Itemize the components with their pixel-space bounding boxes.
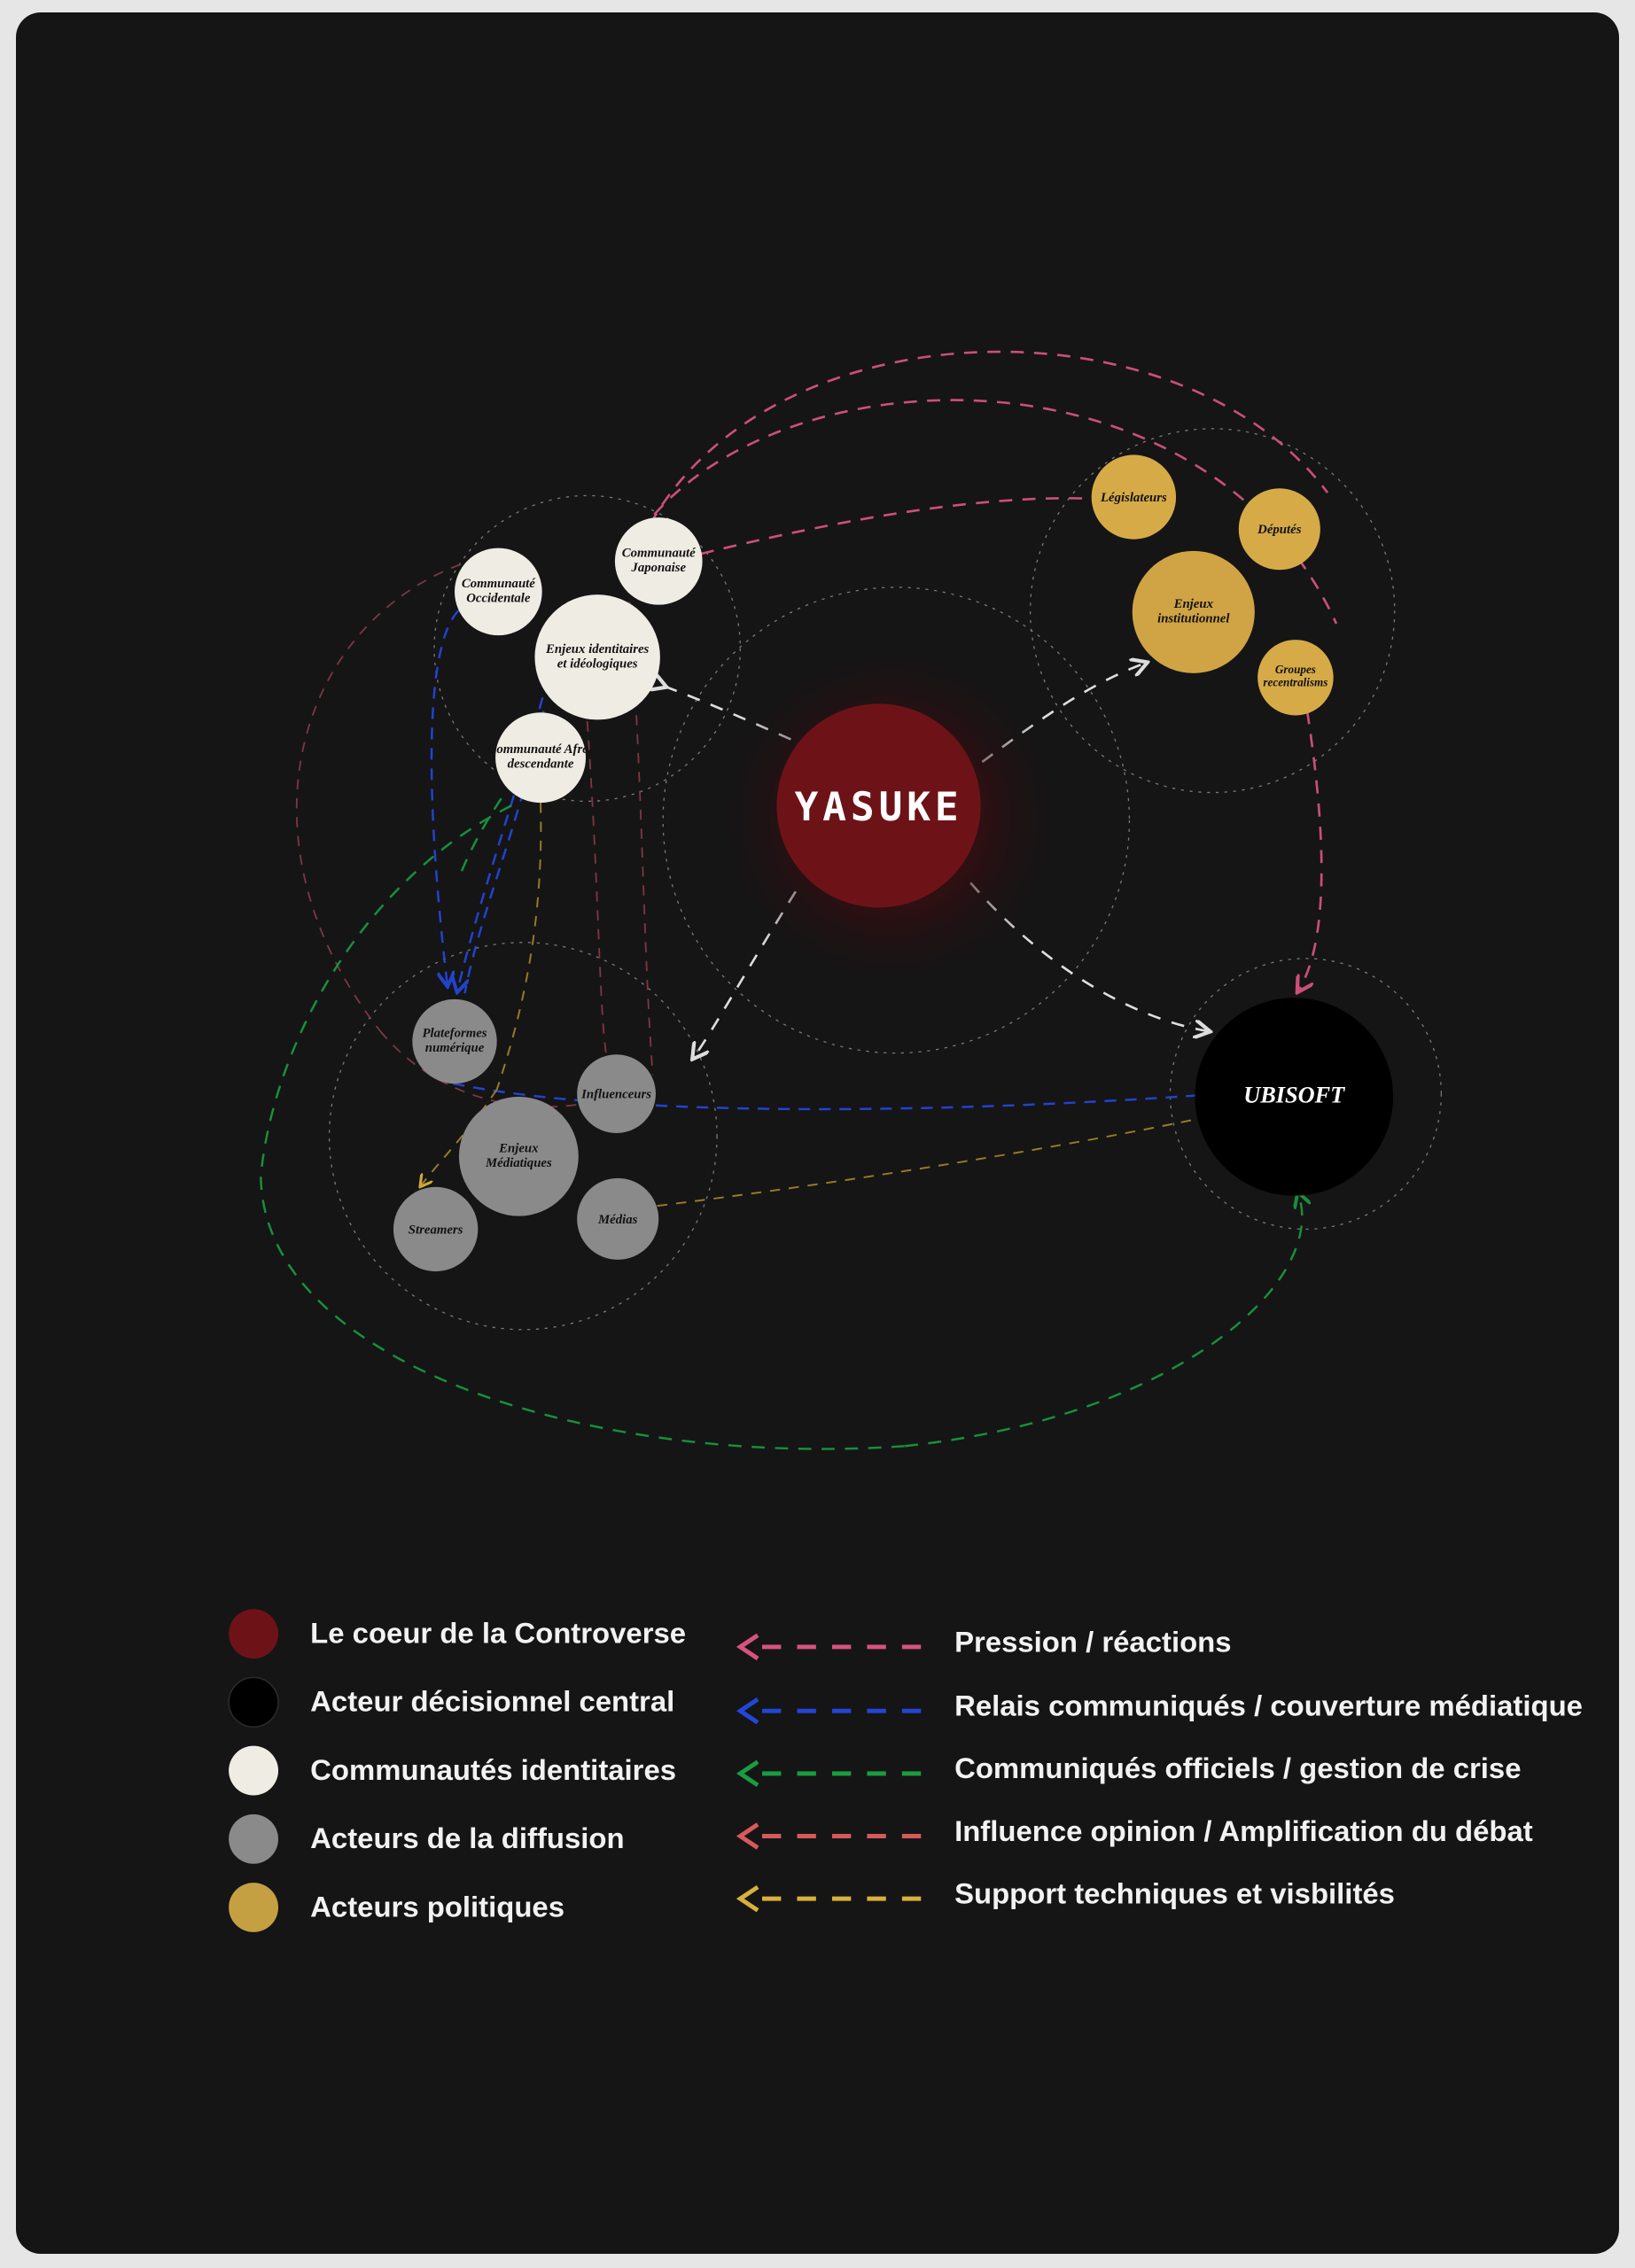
link-communiques-4 [461, 798, 502, 874]
svg-text:Communauté: Communauté [621, 546, 696, 561]
node-enjeux-institutionnel[interactable] [1133, 551, 1255, 673]
svg-text:Médias: Médias [598, 1212, 638, 1227]
legend-arrow-support [740, 1887, 758, 1910]
legend-link-item [740, 1689, 1583, 1723]
legend-link-item [740, 1814, 1532, 1848]
node-communaute-occidentale[interactable] [455, 548, 542, 636]
legend [229, 1609, 1583, 1932]
svg-text:Communauté: Communauté [461, 576, 535, 591]
svg-text:Députés: Députés [1257, 523, 1302, 538]
node-medias[interactable] [577, 1178, 658, 1260]
legend-label-pression: Pression / réactions [954, 1625, 1232, 1658]
link-influence-1 [297, 554, 497, 1031]
link-pression-4 [1298, 711, 1321, 990]
legend-label-support: Support techniques et visbilités [954, 1876, 1395, 1910]
node-communaute-afro-descendante[interactable] [495, 712, 586, 803]
legend-arrow-influence [740, 1824, 758, 1847]
svg-text:Enjeux identitaires: Enjeux identitaires [546, 641, 650, 656]
diagram-canvas [16, 12, 1619, 2254]
legend-node-item [229, 1746, 676, 1796]
legend-label-controverse: Le coeur de la Controverse [310, 1616, 687, 1650]
node-communaute-japonaise[interactable] [615, 517, 703, 605]
legend-link-item [740, 1877, 1395, 1911]
legend-swatch-diffusion [229, 1814, 278, 1864]
legend-swatch-controverse [229, 1609, 278, 1658]
legend-swatch-acteur-decisionnel [229, 1677, 278, 1727]
legend-swatch-politiques [229, 1883, 278, 1932]
nodes-identitaire [455, 517, 703, 803]
nodes-media [393, 999, 658, 1271]
legend-label-communautes: Communautés identitaires [310, 1752, 677, 1786]
svg-text:Japonaise: Japonaise [631, 560, 687, 575]
node-plateformes-numerique[interactable] [412, 999, 496, 1084]
svg-text:Enjeux: Enjeux [1173, 596, 1213, 611]
svg-text:Enjeux: Enjeux [499, 1141, 539, 1156]
link-communiques-3 [905, 1194, 1302, 1446]
svg-text:Streamers: Streamers [408, 1223, 463, 1238]
link-relais-2 [457, 638, 557, 990]
legend-label-influence: Influence opinion / Amplification du débat [954, 1814, 1533, 1847]
link-relais-4 [453, 1084, 1199, 1109]
link-pression-3 [701, 498, 1117, 554]
legend-link-item [740, 1751, 1521, 1785]
svg-text:descendante: descendante [507, 757, 574, 772]
svg-text:institutionnel: institutionnel [1157, 611, 1230, 626]
svg-text:Groupes: Groupes [1274, 662, 1316, 676]
legend-label-politiques: Acteurs politiques [310, 1890, 565, 1923]
svg-text:Communauté Afro-: Communauté Afro- [487, 742, 594, 757]
svg-text:Législateurs: Législateurs [1100, 491, 1167, 505]
legend-arrow-pression [740, 1635, 758, 1658]
ubisoft-label: UBISOFT [1243, 1082, 1345, 1108]
link-support-3 [658, 1119, 1200, 1207]
node-groupes-recentralisms[interactable] [1257, 640, 1334, 715]
link-pression-1 [650, 352, 1327, 524]
node-influenceurs[interactable] [577, 1054, 656, 1133]
svg-text:Médiatiques: Médiatiques [485, 1155, 552, 1170]
legend-label-relais: Relais communiqués / couverture médiatique [954, 1689, 1583, 1722]
node-streamers[interactable] [393, 1187, 478, 1271]
legend-arrow-relais [740, 1699, 758, 1722]
legend-link-item [740, 1625, 1231, 1658]
svg-text:et idéologiques: et idéologiques [557, 656, 638, 672]
nodes-politique [1092, 454, 1334, 715]
svg-text:Influenceurs: Influenceurs [581, 1087, 652, 1102]
legend-label-acteur-decisionnel: Acteur décisionnel central [310, 1684, 675, 1718]
svg-text:recentralisms: recentralisms [1263, 675, 1328, 689]
node-deputes[interactable] [1239, 488, 1320, 570]
svg-text:numérique: numérique [424, 1041, 485, 1055]
svg-text:Occidentale: Occidentale [466, 591, 531, 606]
link-influence-4 [588, 721, 606, 1054]
legend-arrow-communiques [740, 1762, 758, 1785]
svg-text:Plateformes: Plateformes [422, 1026, 487, 1041]
legend-node-item [229, 1883, 564, 1932]
legend-label-communiques: Communiqués officiels / gestion de crise [954, 1751, 1522, 1785]
link-support-1 [497, 803, 541, 1090]
link-relais-1 [432, 603, 511, 985]
core-label: YASUKE [794, 784, 963, 830]
legend-swatch-communautes [229, 1746, 278, 1796]
node-enjeux-identitaires[interactable] [534, 594, 659, 719]
legend-node-item [229, 1677, 674, 1727]
node-enjeux-mediatiques[interactable] [459, 1097, 579, 1216]
network-diagram [16, 12, 1619, 2254]
legend-node-item [229, 1814, 624, 1864]
legend-node-item [229, 1609, 686, 1658]
legend-label-diffusion: Acteurs de la diffusion [310, 1821, 625, 1855]
node-legislateurs[interactable] [1092, 454, 1176, 539]
